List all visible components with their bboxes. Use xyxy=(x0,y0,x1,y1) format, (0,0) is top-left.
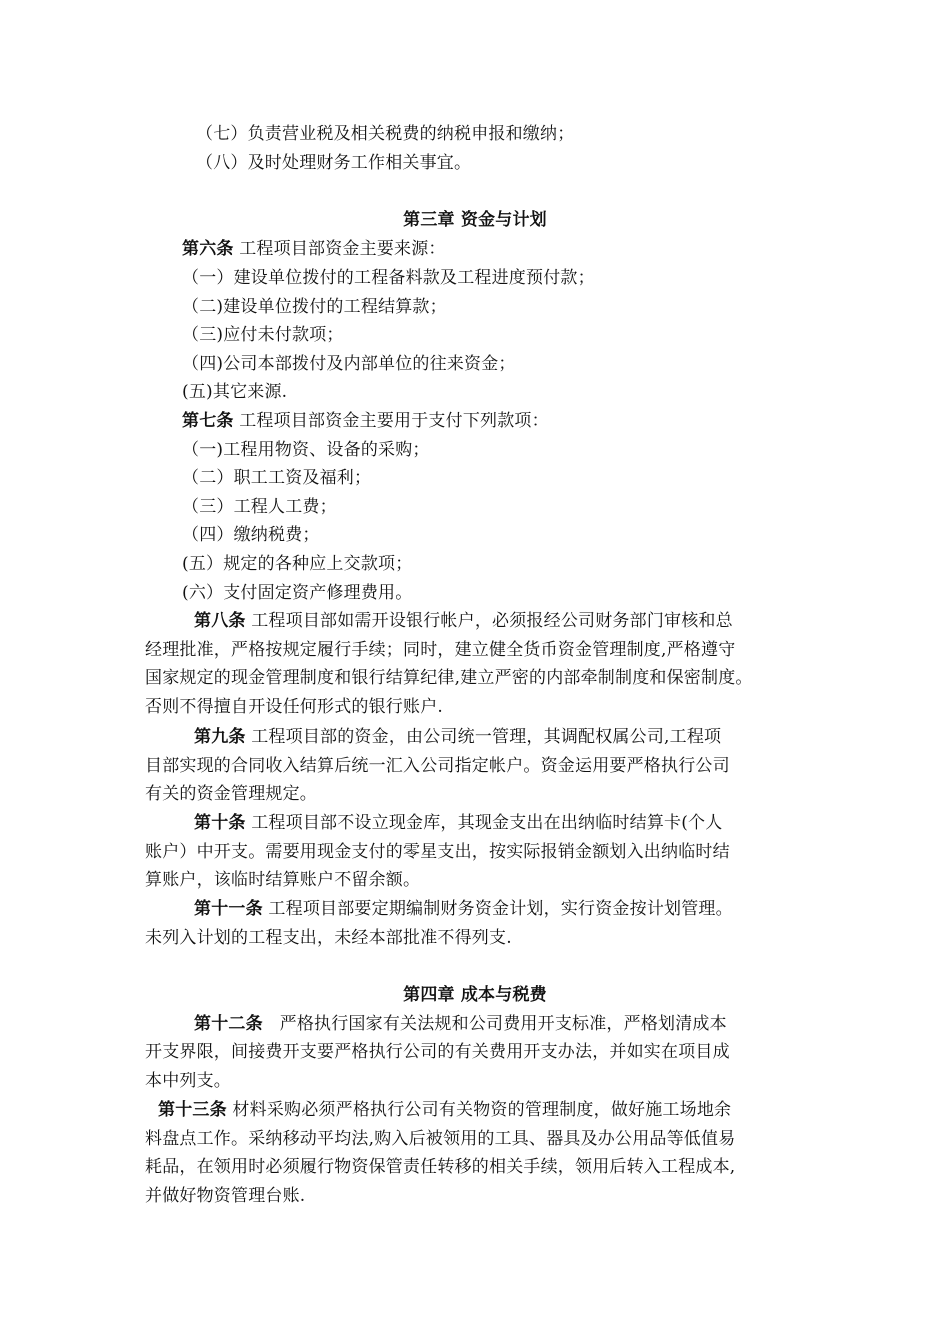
article-6-item-1: （一）建设单位拨付的工程备料款及工程进度预付款； xyxy=(182,268,595,288)
article-9-line-2: 目部实现的合同收入结算后统一汇入公司指定帐户。资金运用要严格执行公司 xyxy=(145,756,730,776)
article-8-label: 第八条 xyxy=(194,611,246,631)
article-11-line-2: 未列入计划的工程支出，未经本部批准不得列支. xyxy=(145,928,512,948)
top-item-7: （七）负责营业税及相关税费的纳税申报和缴纳； xyxy=(196,124,575,144)
article-11-text: 工程项目部要定期编制财务资金计划，实行资金按计划管理。 xyxy=(268,899,733,919)
article-11-label: 第十一条 xyxy=(194,899,263,919)
article-13-text: 材料采购必须严格执行公司有关物资的管理制度，做好施工场地余 xyxy=(232,1100,732,1120)
article-6-text: 工程项目部资金主要来源： xyxy=(239,239,446,259)
article-9-text: 工程项目部的资金，由公司统一管理，其调配权属公司,工程项 xyxy=(251,727,722,747)
article-7-item-5: (五）规定的各种应上交款项； xyxy=(182,554,413,574)
article-12-label: 第十二条 xyxy=(194,1014,263,1034)
article-6-label: 第六条 xyxy=(182,239,234,259)
chapter-4-title: 第四章 成本与税费 xyxy=(403,985,547,1005)
article-12-text: 严格执行国家有关法规和公司费用开支标准，严格划清成本 xyxy=(279,1014,727,1034)
article-7-item-1: （一)工程用物资、设备的采购； xyxy=(182,440,430,460)
chapter-3-title: 第三章 资金与计划 xyxy=(403,210,547,230)
article-6-item-2: （二)建设单位拨付的工程结算款； xyxy=(182,297,447,317)
article-8-text: 工程项目部如需开设银行帐户，必须报经公司财务部门审核和总 xyxy=(251,611,733,631)
article-6-item-5: (五)其它来源. xyxy=(182,382,288,402)
article-13-line-4: 并做好物资管理台账. xyxy=(145,1186,306,1206)
article-12-first-line xyxy=(194,1013,727,1035)
article-11-first-line xyxy=(194,898,733,920)
article-6-heading xyxy=(182,238,446,260)
article-7-item-3: （三）工程人工费； xyxy=(182,497,337,517)
article-7-heading xyxy=(182,410,549,432)
article-7-text: 工程项目部资金主要用于支付下列款项： xyxy=(239,411,549,431)
article-13-label: 第十三条 xyxy=(158,1100,227,1120)
article-6-item-3: （三)应付未付款项； xyxy=(182,325,344,345)
article-12-line-2: 开支界限，间接费开支要严格执行公司的有关费用开支办法，并如实在项目成 xyxy=(145,1042,730,1062)
top-item-8: （八）及时处理财务工作相关事宜。 xyxy=(196,153,472,173)
article-7-label: 第七条 xyxy=(182,411,234,431)
article-10-text: 工程项目部不设立现金库，其现金支出在出纳临时结算卡(个人 xyxy=(251,813,723,833)
article-9-line-3: 有关的资金管理规定。 xyxy=(145,784,317,804)
article-8-line-4: 否则不得擅自开设任何形式的银行账户. xyxy=(145,697,444,717)
article-9-first-line xyxy=(194,726,721,748)
article-8-first-line xyxy=(194,610,733,632)
article-10-label: 第十条 xyxy=(194,813,246,833)
article-13-line-2: 料盘点工作。采纳移动平均法,购入后被领用的工具、器具及办公用品等低值易 xyxy=(145,1129,736,1149)
article-7-item-4: （四）缴纳税费； xyxy=(182,525,320,545)
article-7-item-2: （二）职工工资及福利； xyxy=(182,468,372,488)
article-8-line-3: 国家规定的现金管理制度和银行结算纪律,建立严密的内部牵制制度和保密制度。 xyxy=(145,668,753,688)
article-7-item-6: (六）支付固定资产修理费用。 xyxy=(182,583,413,603)
article-10-line-3: 算账户，该临时结算账户不留余额。 xyxy=(145,870,421,890)
article-12-line-3: 本中列支。 xyxy=(145,1071,231,1091)
article-10-line-2: 账户）中开支。需要用现金支付的零星支出，按实际报销金额划入出纳临时结 xyxy=(145,842,730,862)
article-6-item-4: （四)公司本部拨付及内部单位的往来资金； xyxy=(182,354,516,374)
article-9-label: 第九条 xyxy=(194,727,246,747)
article-8-line-2: 经理批准，严格按规定履行手续；同时，建立健全货币资金管理制度,严格遵守 xyxy=(145,640,736,660)
article-10-first-line xyxy=(194,812,722,834)
article-13-line-3: 耗品，在领用时必须履行物资保管责任转移的相关手续，领用后转入工程成本, xyxy=(145,1157,736,1177)
article-13-first-line xyxy=(158,1099,731,1121)
